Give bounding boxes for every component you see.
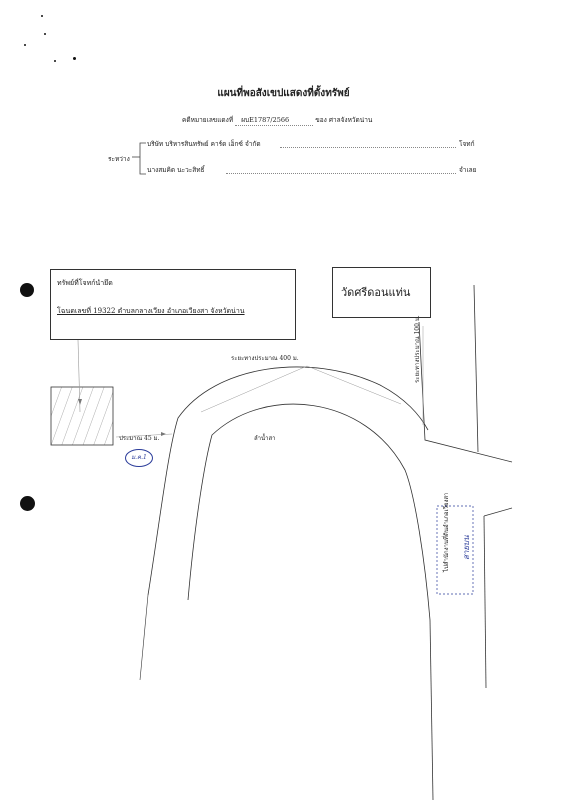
road-outer-edge	[148, 367, 428, 595]
road-right-line	[474, 285, 478, 452]
distance-100: ระยะทางประมาณ 100 ม.	[414, 315, 421, 383]
plaintiff-role: โจทก์	[459, 140, 475, 148]
property-parcel	[51, 387, 113, 445]
road-right-edge	[419, 322, 512, 462]
leader-line-400-a	[201, 366, 307, 412]
page-title: แผนที่พอสังเขปแสดงที่ตั้งทรัพย์	[217, 88, 350, 99]
plaintiff-name: บริษัท บริหารสินทรัพย์ คาร์ด เอ็กซ์ จำกัด	[147, 140, 261, 148]
case-suffix: ของ ศาลจังหวัดน่าน	[315, 116, 373, 124]
between-label: ระหว่าง	[108, 155, 130, 163]
defendant-name: นางสมคิด นะวะสิทธิ์	[147, 166, 205, 174]
distance-45: ประมาณ 45 ม.	[119, 435, 160, 442]
road-left-extension	[140, 595, 148, 680]
property-label-line1: ทรัพย์ที่โจทก์นำยึด	[57, 279, 113, 287]
handwritten-note: ม.ค.1	[125, 449, 153, 467]
property-label-line2: โฉนดเลขที่ 19322 ตำบลกลางเวียง อำเภอเวียงสา จังหวัดน่าน	[57, 307, 245, 315]
temple-label: วัดศรีดอนแท่น	[341, 286, 411, 299]
handwritten-side-note: สายบน	[462, 535, 471, 560]
side-road-label: ไปสำนักงานที่ดินอำเภอเวียงสา	[443, 492, 450, 572]
case-prefix: คดีหมายเลขแดงที่	[182, 116, 234, 124]
leader-line-400-b	[307, 366, 401, 404]
temple-box	[332, 267, 431, 318]
distance-400: ระยะทางประมาณ 400 ม.	[231, 355, 299, 362]
property-label-box	[50, 269, 296, 340]
defendant-role: จำเลย	[459, 166, 477, 174]
road-inner-edge	[188, 404, 430, 620]
side-road-top	[484, 508, 512, 516]
side-road-right	[484, 516, 486, 688]
case-number: ผบE1787/2566	[235, 115, 313, 126]
side-road-left	[430, 620, 433, 800]
road-label: ลำน้ำสา	[254, 435, 276, 442]
